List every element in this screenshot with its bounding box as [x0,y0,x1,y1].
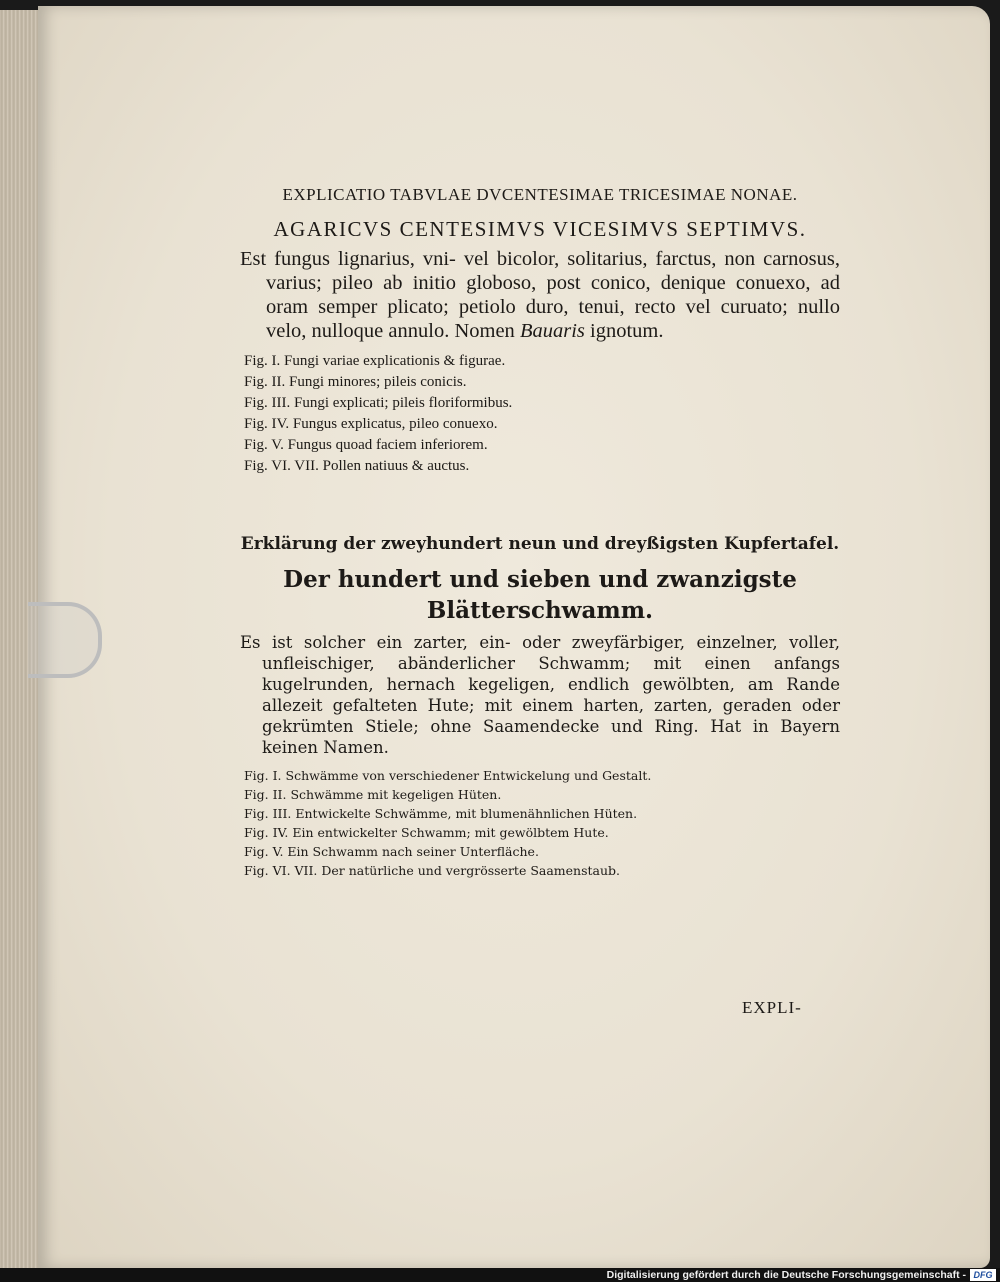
page-clip [28,602,102,678]
list-item: Fig. I. Schwämme von verschiedener Entwickelung und Gestalt. [244,768,652,783]
list-item: Fig. III. Fungi explicati; pileis floriformibus. [244,395,513,411]
latin-figure-list [240,351,840,477]
latin-paragraph-post: ignotum. [584,320,664,342]
list-item: Fig. VI. VII. Pollen natiuus & auctus. [244,458,470,474]
list-item: Fig. II. Schwämme mit kegeligen Hüten. [244,787,502,802]
dfg-logo-icon: DFG [970,1269,996,1281]
latin-paragraph-italic: Bauaris [519,320,585,342]
list-item: Fig. I. Fungi variae explicationis & figurae. [244,353,506,369]
footer-credit: Digitalisierung gefördert durch die Deutsche Forschungsgemeinschaft - [606,1269,966,1281]
list-item: Fig. V. Ein Schwamm nach seiner Unterfläche. [244,844,539,859]
german-figure-list [240,766,840,880]
page-text [240,185,840,880]
list-item: Fig. IV. Fungus explicatus, pileo conuexo. [244,416,498,432]
german-paragraph: Es ist solcher ein zarter, ein- oder zweyfärbiger, einzelner, voller, unfleischiger, abänderlicher Schwamm; mit einen anfangs kugelrunden, hernach kegeligen, endlich gewölbten, am Rande allezeit gefalteten Hute; mit einem harten, zarten, geraden oder gekrümten Stiele; ohne Saamendecke und Ring. Hat in Bayern keinen Namen. [240,633,840,757]
list-item: Fig. III. Entwickelte Schwämme, mit blumenähnlichen Hüten. [244,806,638,821]
footer-bar [0,1268,1000,1282]
list-item: Fig. II. Fungi minores; pileis conicis. [244,374,467,390]
german-subheading: Der hundert und sieben und zwanzigste Blätterschwamm. [283,566,797,624]
list-item: Fig. V. Fungus quoad faciem inferiorem. [244,437,488,453]
catchword: EXPLI- [742,998,802,1017]
section-spacer [240,477,840,533]
latin-paragraph-pre: Est fungus lignarius, vni- vel bicolor, solitarius, farctus, non carnosus, varius; pileo ab initio globoso, post conico, denique conuexo, ad oram semper plicato; petiolo duro, tenui, recto vel curuato; nullo velo, nulloque annulo. Nomen [240,248,840,342]
latin-paragraph [240,247,840,343]
latin-heading: EXPLICATIO TABVLAE DVCENTESIMAE TRICESIMAE NONAE. [282,185,798,204]
german-heading: Erklärung der zweyhundert neun und dreyßigsten Kupfertafel. [240,534,840,554]
list-item: Fig. IV. Ein entwickelter Schwamm; mit gewölbtem Hute. [244,825,609,840]
list-item: Fig. VI. VII. Der natürliche und vergrösserte Saamenstaub. [244,863,621,878]
latin-subheading: AGARICVS CENTESIMVS VICESIMVS SEPTIMVS. [273,217,807,241]
